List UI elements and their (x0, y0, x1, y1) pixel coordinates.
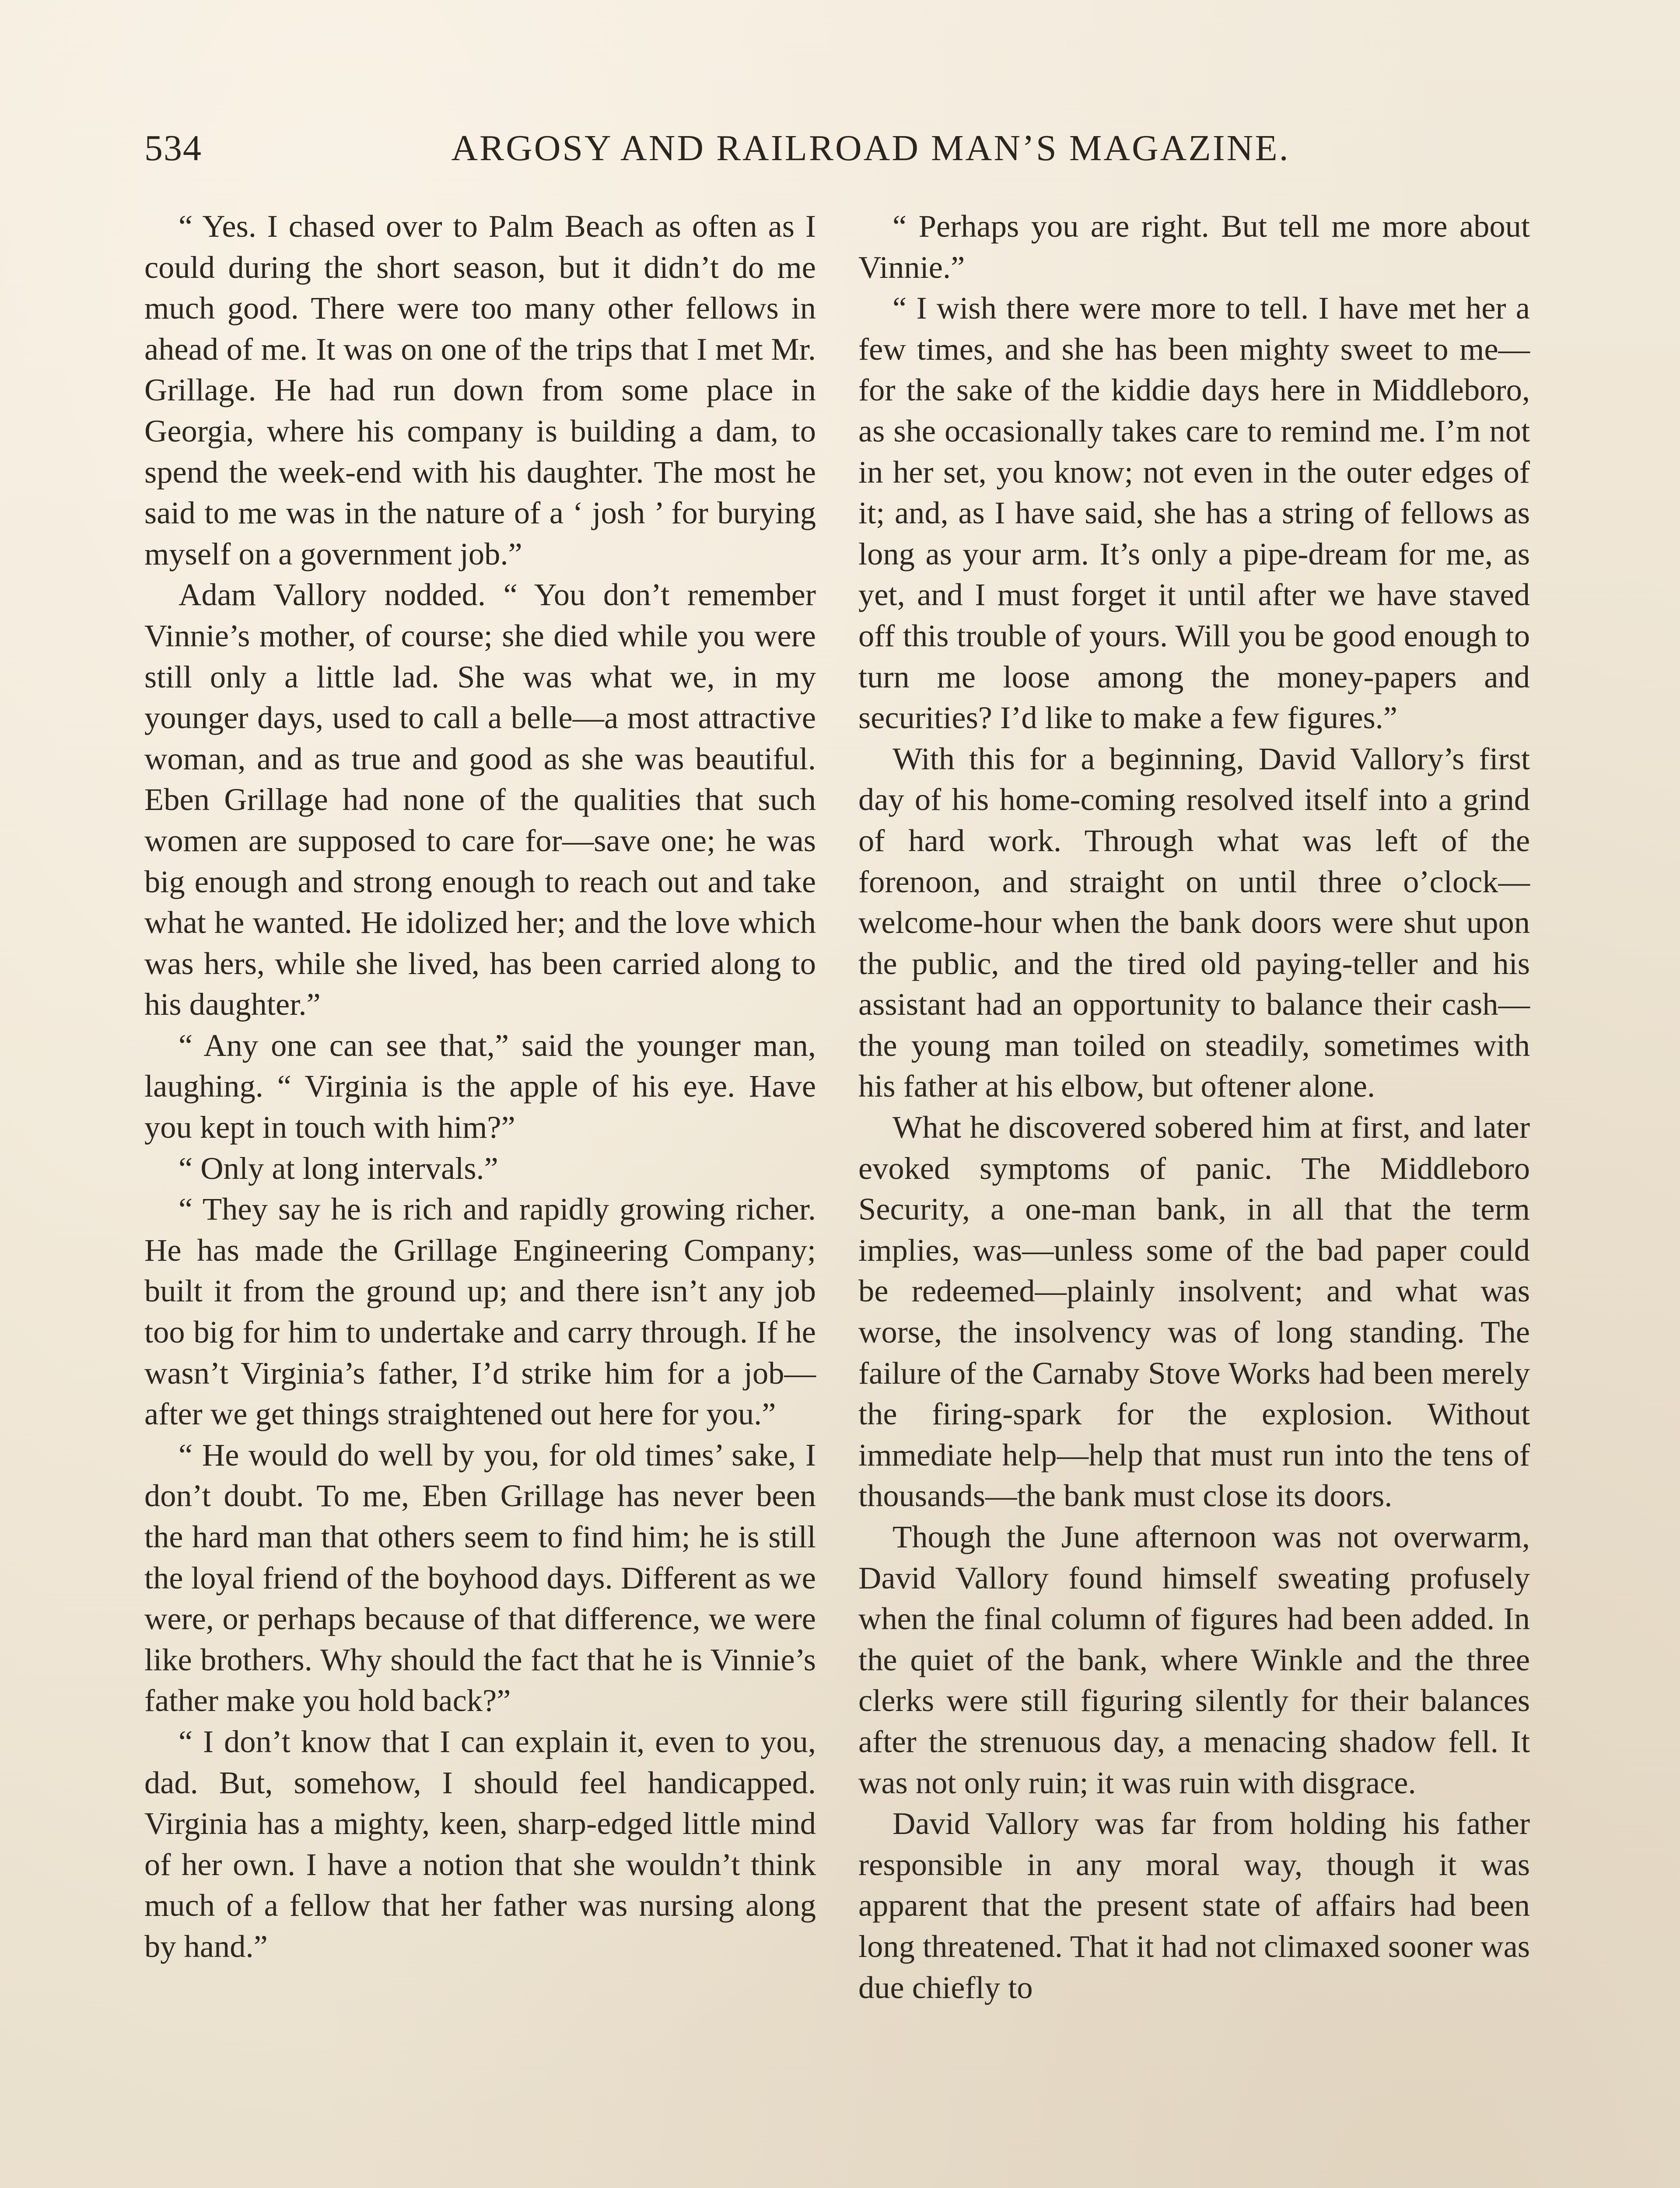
paragraph: “ I wish there were more to tell. I have met her a few times, and she has been mighty sweet to me—for the sake of the kiddie days here in Middleboro, as she occasionally takes care to remind me. I’m not in her set, you know; not even in the outer edges of it; and, as I have said, she has a string of fellows as long as your arm. It’s only a pipe-dream for me, as yet, and I must forget it until after we have staved off this trouble of yours. Will you be good enough to turn me loose among the money-papers and securities? I’d like to make a few figures.” (858, 290, 1530, 736)
paragraph: David Vallory was far from holding his father responsible in any moral way, though it was apparent that the present state of affairs had been long threatened. That it had not climaxed sooner was due chiefly to (858, 1806, 1530, 2005)
paragraph: “ He would do well by you, for old times’ sake, I don’t doubt. To me, Eben Grillage has never been the hard man that others seem to find him; he is still the loyal friend of the boyhood days. Different as we were, or perhaps because of that difference, we were like brothers. Why should the fact that he is Vinnie’s father make you hold back?” (144, 1437, 816, 1718)
paragraph: Though the June afternoon was not overwarm, David Vallory found himself sweating profusely when the final column of figures had been added. In the quiet of the bank, where Winkle and the three clerks were still figuring silently for their balances after the strenuous day, a menacing shadow fell. It was not only ruin; it was ruin with disgrace. (858, 1519, 1530, 1800)
running-title: ARGOSY AND RAILROAD MAN’S MAGAZINE. (451, 128, 1290, 168)
paragraph: “ Perhaps you are right. But tell me more about Vinnie.” (858, 208, 1530, 285)
right-column (858, 206, 1530, 2008)
paragraph: “ Only at long intervals.” (178, 1150, 498, 1186)
page-number: 534 (144, 128, 202, 168)
paragraph: “ They say he is rich and rapidly growing richer. He has made the Grillage Engineering Company; built it from the ground up; and there isn’t any job too big for him to undertake and carry through. If he wasn’t Virginia’s father, I’d strike him for a job—after we get things straightened out here for you.” (144, 1191, 816, 1432)
paragraph: “ I don’t know that I can explain it, even to you, dad. But, somehow, I should feel handicapped. Virginia has a mighty, keen, sharp-edged little mind of her own. I have a notion that she wouldn’t think much of a fellow that her father was nursing along by hand.” (144, 1723, 816, 1964)
paragraph: “ Yes. I chased over to Palm Beach as often as I could during the short season, but it didn’t do me much good. There were too many other fellows in ahead of me. It was on one of the trips that I met Mr. Grillage. He had run down from some place in Georgia, where his company is building a dam, to spend the week-end with his daughter. The most he said to me was in the nature of a ‘ josh ’ for burying myself on a government job.” (144, 208, 816, 572)
left-column (144, 206, 816, 1967)
paragraph: “ Any one can see that,” said the younger man, laughing. “ Virginia is the apple of his eye. Have you kept in touch with him?” (144, 1027, 816, 1145)
paragraph: Adam Vallory nodded. “ You don’t remember Vinnie’s mother, of course; she died while you were still only a little lad. She was what we, in my younger days, used to call a belle—a most attractive woman, and as true and good as she was beautiful. Eben Grillage had none of the qualities that such women are supposed to care for—save one; he was big enough and strong enough to reach out and take what he wanted. He idolized her; and the love which was hers, while she lived, has been carried along to his daughter.” (144, 577, 816, 1022)
paragraph: What he discovered sobered him at first, and later evoked symptoms of panic. The Middleboro Security, a one-man bank, in all that the term implies, was—unless some of the bad paper could be redeemed—plainly insolvent; and what was worse, the insolvency was of long standing. The failure of the Carnaby Stove Works had been merely the firing-spark for the explosion. Without immediate help—help that must run into the tens of thousands—the bank must close its doors. (858, 1109, 1530, 1514)
paragraph: With this for a beginning, David Vallory’s first day of his home-coming resolved itself into a grind of hard work. Through what was left of the forenoon, and straight on until three o’clock—welcome-hour when the bank doors were shut upon the public, and the tired old paying-teller and his assistant had an opportunity to balance their cash—the young man toiled on steadily, sometimes with his father at his elbow, but oftener alone. (858, 740, 1530, 1104)
page-header (144, 127, 1536, 193)
